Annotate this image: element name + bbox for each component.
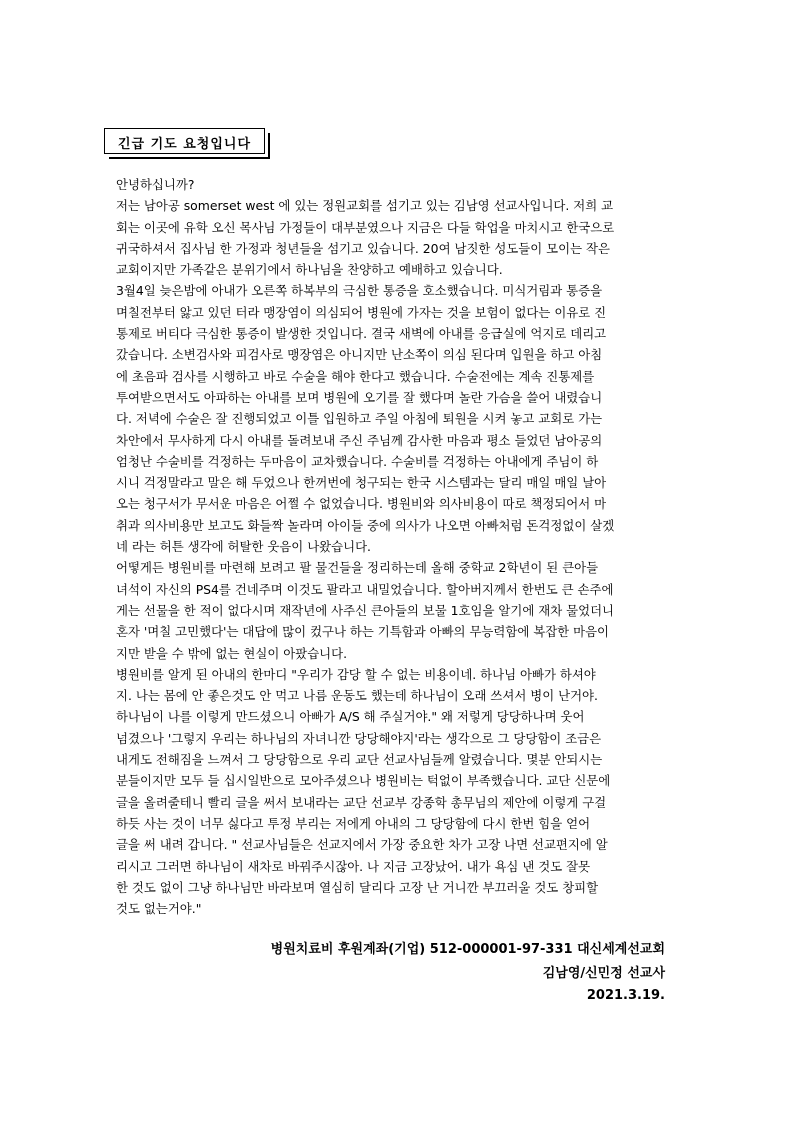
body-line: 어떻게든 병원비를 마련해 보려고 팔 물건들을 정리하는데 올해 중학교 2학년이 된 큰아들 <box>116 560 599 576</box>
body-line: 한 것도 없이 그냥 하나님만 바라보며 열심히 달리다 고장 난 거니깐 부끄러울 것도 창피할 <box>116 879 599 895</box>
body-line: 내게도 전해짐을 느껴서 그 당당함으로 우리 교단 선교사님들께 알렸습니다. 몇분 안되시는 <box>116 752 603 768</box>
body-line: 갔습니다. 소변검사와 피검사로 맹장염은 아니지만 난소쪽이 의심 된다며 입원을 하고 아침 <box>116 347 603 363</box>
body-line: 취과 의사비용만 보고도 화들짝 놀라며 아이들 중에 의사가 나오면 아빠처럼 돈걱정없이 살겠 <box>116 517 615 533</box>
title-box <box>104 128 265 154</box>
body-line: 네 라는 허튼 생각에 허탈한 웃음이 나왔습니다. <box>116 539 371 555</box>
body-line: 통제로 버티다 극심한 통증이 발생한 것입니다. 결국 새벽에 아내를 응급실에 억지로 데리고 <box>116 326 607 342</box>
letter-date: 2021.3.19. <box>586 988 665 1003</box>
body-line: 리시고 그러면 하나님이 새차로 바꿔주시잖아. 나 지금 고장났어. 내가 욕심 낸 것도 잘못 <box>116 858 591 874</box>
body-line: 교회이지만 가족같은 분위기에서 하나님을 찬양하고 예배하고 있습니다. <box>116 262 503 278</box>
body-line: 3월4일 늦은밤에 아내가 오른쪽 하복부의 극심한 통증을 호소했습니다. 미식거림과 통증을 <box>116 283 603 299</box>
body-line: 다. 저녁에 수술은 잘 진행되었고 이틀 입원하고 주일 아침에 퇴원을 시켜 놓고 교회로 가는 <box>116 411 603 427</box>
body-line: 병원비를 알게 된 아내의 한마디 "우리가 감당 할 수 없는 비용이네. 하나님 아빠가 하셔야 <box>116 666 596 682</box>
body-line: 회는 이곳에 유학 오신 목사님 가정들이 대부분였으나 지금은 다들 학업을 마치시고 한국으로 <box>116 219 615 235</box>
body-line: 녀석이 자신의 PS4를 건네주며 이것도 팔라고 내밀었습니다. 할아버지께서 한번도 큰 손주에 <box>116 581 614 597</box>
body-line: 하나님이 나를 이렇게 만드셨으니 아빠가 A/S 해 주실거야." 왜 저렇게 당당하나며 웃어 <box>116 709 585 725</box>
body-line: 지만 받을 수 밖에 없는 현실이 아팠습니다. <box>116 645 348 661</box>
body-line: 며칠전부터 앓고 있던 터라 맹장염이 의심되어 병원에 가자는 것을 보험이 없다는 이유로 진 <box>116 304 607 320</box>
body-line: 시니 걱정말라고 말은 해 두었으나 한꺼번에 청구되는 한국 시스템과는 달리 매일 매일 날아 <box>116 475 607 491</box>
letter-body <box>116 174 682 919</box>
donation-account: 병원치료비 후원계좌(기업) 512-000001-97-331 대신세계선교회 <box>270 942 665 957</box>
body-line: 차안에서 무사하게 다시 아내를 돌려보내 주신 주님께 감사한 마음과 평소 들었던 남아공의 <box>116 432 603 448</box>
document-title: 긴급 기도 요청입니다 <box>117 137 252 152</box>
body-line: 분들이지만 모두 들 십시일반으로 모아주셨으나 병원비는 턱없이 부족했습니다. 교단 신문에 <box>116 773 611 789</box>
body-line: 오는 청구서가 무서운 마음은 어쩔 수 없었습니다. 병원비와 의사비용이 따로 책정되어서 마 <box>116 496 607 512</box>
body-line: 지. 나는 몸에 안 좋은것도 안 먹고 나름 운동도 했는데 하나님이 오래 쓰셔서 병이 난거야. <box>116 688 598 704</box>
body-line: 글을 올려줄테니 빨리 글을 써서 보내라는 교단 선교부 강종학 총무님의 제안에 이렇게 구걸 <box>116 794 607 810</box>
body-line: 넘겼으나 '그렇지 우리는 하나님의 자녀니깐 당당해야지'라는 생각으로 그 당당함이 조금은 <box>116 730 602 746</box>
author-signature: 김남영/신민정 선교사 <box>542 966 665 981</box>
body-line: 에 초음파 검사를 시행하고 바로 수술을 해야 한다고 했습니다. 수술전에는 계속 진통제를 <box>116 368 595 384</box>
body-line: 귀국하셔서 집사님 한 가정과 청년들을 섬기고 있습니다. 20여 남짓한 성도들이 모이는 작은 <box>116 240 610 256</box>
body-line: 투여받으면서도 아파하는 아내를 보며 병원에 오기를 잘 했다며 놀란 가슴을 쓸어 내렸습니 <box>116 389 603 405</box>
body-line: 엄청난 수술비를 걱정하는 두마음이 교차했습니다. 수술비를 걱정하는 아내에게 주님이 하 <box>116 453 599 469</box>
body-line: 안녕하십니까? <box>116 177 195 192</box>
body-line: 혼자 '며칠 고민했다'는 대답에 많이 컸구나 하는 기특함과 아빠의 무능력함에 복잡한 마음이 <box>116 624 610 640</box>
body-line: 하듯 사는 것이 너무 싫다고 투정 부리는 저에게 아내의 그 당당함에 다시 한번 힘을 얻어 <box>116 815 591 831</box>
body-line: 글을 써 내려 갑니다. " 선교사님들은 선교지에서 가장 중요한 차가 고장 나면 선교편지에 알 <box>116 837 608 853</box>
body-line: 것도 없는거야." <box>116 901 202 917</box>
body-line: 게는 선물을 한 적이 없다시며 재작년에 사주신 큰아들의 보물 1호임을 알기에 재차 물었더니 <box>116 602 615 618</box>
body-line: 저는 남아공 somerset west 에 있는 정원교회를 섬기고 있는 김남영 선교사입니다. 저희 교 <box>116 198 614 214</box>
